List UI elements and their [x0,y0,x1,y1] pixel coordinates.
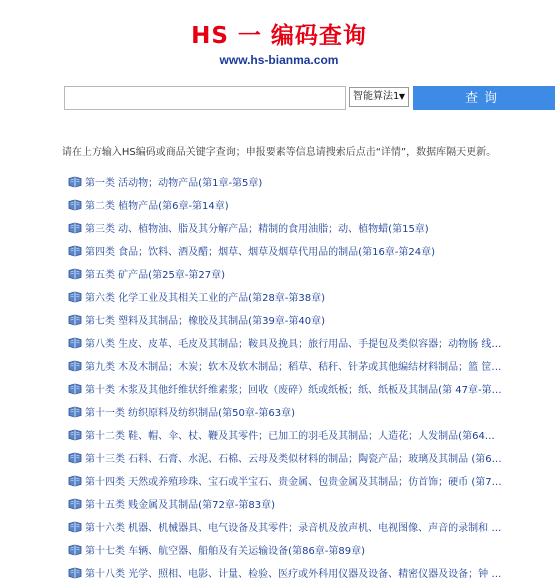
site-logo[interactable] [0,22,558,68]
category-label: 第十五类 贱金属及其制品(第72章-第83章) [85,500,276,511]
category-link[interactable] [68,377,558,400]
category-label: 第十六类 机器、机械器具、电气设备及其零件；录音机及放声机、电视图像、声音的录制和 … [85,523,502,534]
category-label: 第十四类 天然或养殖珍珠、宝石或半宝石、贵金属、包贵金属及其制品；仿首饰；硬币 (第7… [85,477,502,488]
book-icon [68,199,82,211]
category-label: 第二类 植物产品(第6章-第14章) [85,201,229,212]
category-link[interactable] [68,423,558,446]
algorithm-select[interactable] [349,87,409,107]
category-link[interactable] [68,561,558,584]
category-link[interactable] [68,538,558,561]
book-icon [68,291,82,303]
book-icon [68,176,82,188]
category-label: 第八类 生皮、皮革、毛皮及其制品；鞍具及挽具；旅行用品、手提包及类似容器；动物肠 线… [85,339,502,350]
category-link[interactable] [68,469,558,492]
book-icon [68,544,82,556]
category-link[interactable] [68,193,558,216]
book-icon [68,429,82,441]
category-link[interactable] [68,262,558,285]
category-link[interactable] [68,354,558,377]
chevron-down-icon: ▼ [398,92,405,101]
logo-title: HS 一 编码查询 [191,23,367,49]
book-icon [68,222,82,234]
search-input[interactable] [64,86,346,110]
book-icon [68,337,82,349]
book-icon [68,475,82,487]
logo-url: www.hs-bianma.com [219,53,339,67]
category-label: 第十八类 光学、照相、电影、计量、检验、医疗或外科用仪器及设备、精密仪器及设备；钟 … [85,569,502,580]
book-icon [68,521,82,533]
category-link[interactable] [68,239,558,262]
book-icon [68,452,82,464]
category-link[interactable] [68,492,558,515]
category-label: 第四类 食品；饮料、酒及醋；烟草、烟草及烟草代用品的制品(第16章-第24章) [85,247,436,258]
category-link[interactable] [68,285,558,308]
category-label: 第九类 木及木制品；木炭；软木及软木制品；稻草、秸秆、针茅或其他编结材料制品；篮 筐… [85,362,502,373]
category-link[interactable] [68,308,558,331]
category-label: 第十三类 石料、石膏、水泥、石棉、云母及类似材料的制品；陶瓷产品；玻璃及其制品 (第6… [85,454,502,465]
category-label: 第十类 木浆及其他纤维状纤维素浆；回收（废碎）纸或纸板；纸、纸板及其制品(第 47章-第… [85,385,502,396]
category-link[interactable] [68,400,558,423]
book-icon [68,245,82,257]
book-icon [68,268,82,280]
category-label: 第六类 化学工业及其相关工业的产品(第28章-第38章) [85,293,326,304]
category-link[interactable] [68,216,558,239]
category-label: 第十七类 车辆、航空器、船舶及有关运输设备(第86章-第89章) [85,546,366,557]
book-icon [68,498,82,510]
category-label: 第七类 塑料及其制品；橡胶及其制品(第39章-第40章) [85,316,326,327]
search-hint: 请在上方输入HS编码或商品关键字查询；申报要素等信息请搜索后点击“详情”，数据库隔天更新。 [61,147,497,158]
category-list [68,170,558,584]
book-icon [68,383,82,395]
book-icon [68,360,82,372]
category-link[interactable] [68,446,558,469]
book-icon [68,314,82,326]
category-link[interactable] [68,331,558,354]
category-label: 第三类 动、植物油、脂及其分解产品；精制的食用油脂；动、植物蜡(第15章) [85,224,429,235]
algorithm-select-value: 智能算法1 [353,91,400,102]
category-label: 第十一类 纺织原料及纺织制品(第50章-第63章) [85,408,296,419]
category-label: 第十二类 鞋、帽、伞、杖、鞭及其零件；已加工的羽毛及其制品；人造花；人发制品(第64… [85,431,495,442]
book-icon [68,406,82,418]
category-label: 第五类 矿产品(第25章-第27章) [85,270,226,281]
search-button[interactable]: 查询 [413,86,555,110]
category-label: 第一类 活动物；动物产品(第1章-第5章) [85,178,263,189]
book-icon [68,567,82,579]
category-link[interactable] [68,170,558,193]
category-link[interactable] [68,515,558,538]
